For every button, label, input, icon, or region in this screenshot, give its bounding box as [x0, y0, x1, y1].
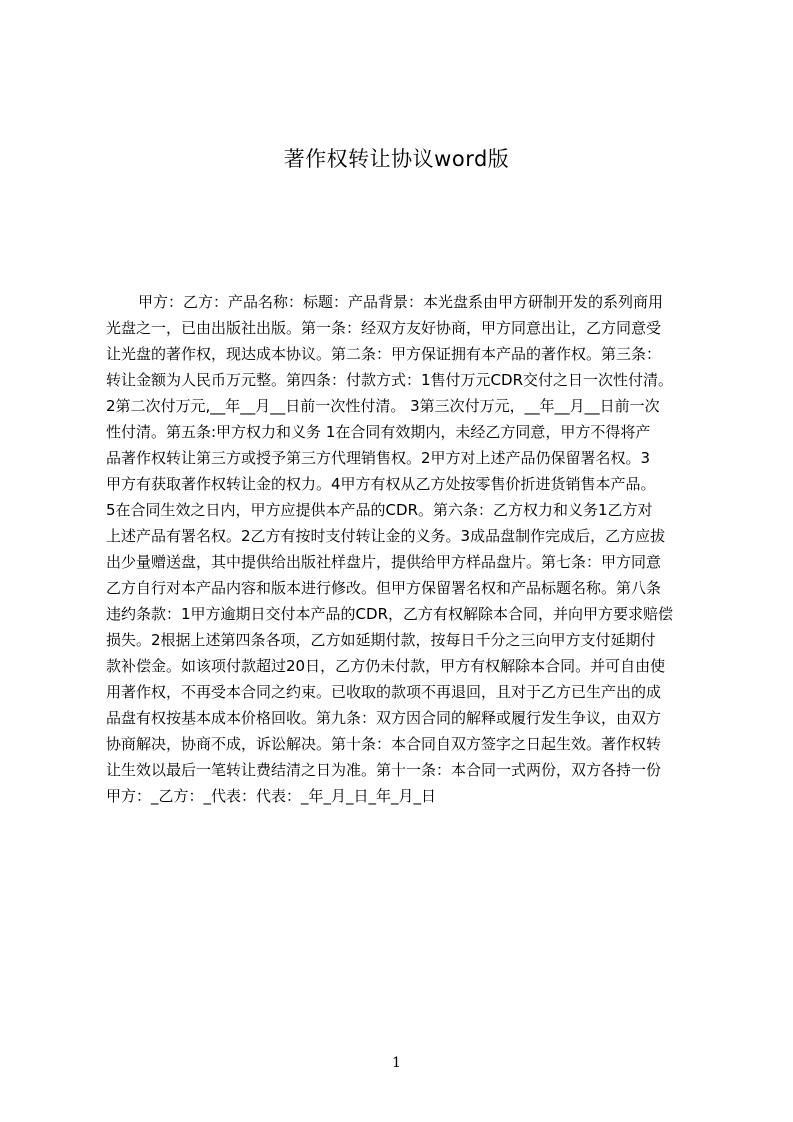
body-line: 转让金额为人民币万元整。第四条：付款方式：1售付万元CDR交付之日一次性付清。 [106, 371, 673, 389]
body-line: 让生效以最后一笔转让费结清之日为准。第十一条：本合同一式两份，双方各持一份 [106, 761, 662, 779]
body-line: 品著作权转让第三方或授予第三方代理销售权。2甲方对上述产品仍保留署名权。3 [106, 449, 651, 467]
body-line: 5在合同生效之日内，甲方应提供本产品的CDR。第六条：乙方权力和义务1乙方对 [106, 501, 653, 519]
body-line: 款补偿金。如该项付款超过20日，乙方仍未付款，甲方有权解除本合同。并可自由使 [106, 657, 666, 675]
body-line: 2第二次付万元,__年__月__日前一次性付清。 3第三次付万元，__年__月__日前一次 [106, 397, 660, 415]
body-line: 甲方有获取著作权转让金的权力。4甲方有权从乙方处按零售价折进货销售本产品。 [106, 475, 656, 493]
body-line: 性付清。第五条:甲方权力和义务 1在合同有效期内，未经乙方同意，甲方不得将产 [106, 423, 651, 441]
body-line: 甲方：乙方：产品名称：标题：产品背景：本光盘系由甲方研制开发的系列商用 [138, 293, 664, 311]
body-line: 协商解决，协商不成，诉讼解决。第十条：本合同自双方签字之日起生效。著作权转 [106, 735, 662, 753]
signature-line: 甲方：_乙方：_代表：代表：_年_月_日_年_月_日 [106, 787, 437, 805]
page-number: 1 [392, 1055, 401, 1071]
document-body [106, 289, 698, 809]
body-line: 用著作权，不再受本合同之约束。已收取的款项不再退回，且对于乙方已生产出的成 [106, 683, 662, 701]
body-line: 乙方自行对本产品内容和版本进行修改。但甲方保留署名权和产品标题名称。第八条 [106, 579, 662, 597]
body-line: 让光盘的著作权，现达成本协议。第二条：甲方保证拥有本产品的著作权。第三条： [106, 345, 662, 363]
body-line: 损失。2根据上述第四条各项，乙方如延期付款，按每日千分之三向甲方支付延期付 [106, 631, 656, 649]
document-title: 著作权转让协议word版 [283, 147, 510, 171]
body-line: 光盘之一，已由出版社出版。第一条：经双方友好协商，甲方同意出让，乙方同意受 [106, 319, 662, 337]
body-line: 上述产品有署名权。2乙方有按时支付转让金的义务。3成品盘制作完成后，乙方应拔 [106, 527, 666, 545]
body-line: 品盘有权按基本成本价格回收。第九条：双方因合同的解释或履行发生争议，由双方 [106, 709, 662, 727]
body-line: 违约条款：1甲方逾期日交付本产品的CDR，乙方有权解除本合同，并向甲方要求赔偿 [106, 605, 673, 623]
body-line: 出少量赠送盘，其中提供给出版社样盘片，提供给甲方样品盘片。第七条：甲方同意 [106, 553, 662, 571]
